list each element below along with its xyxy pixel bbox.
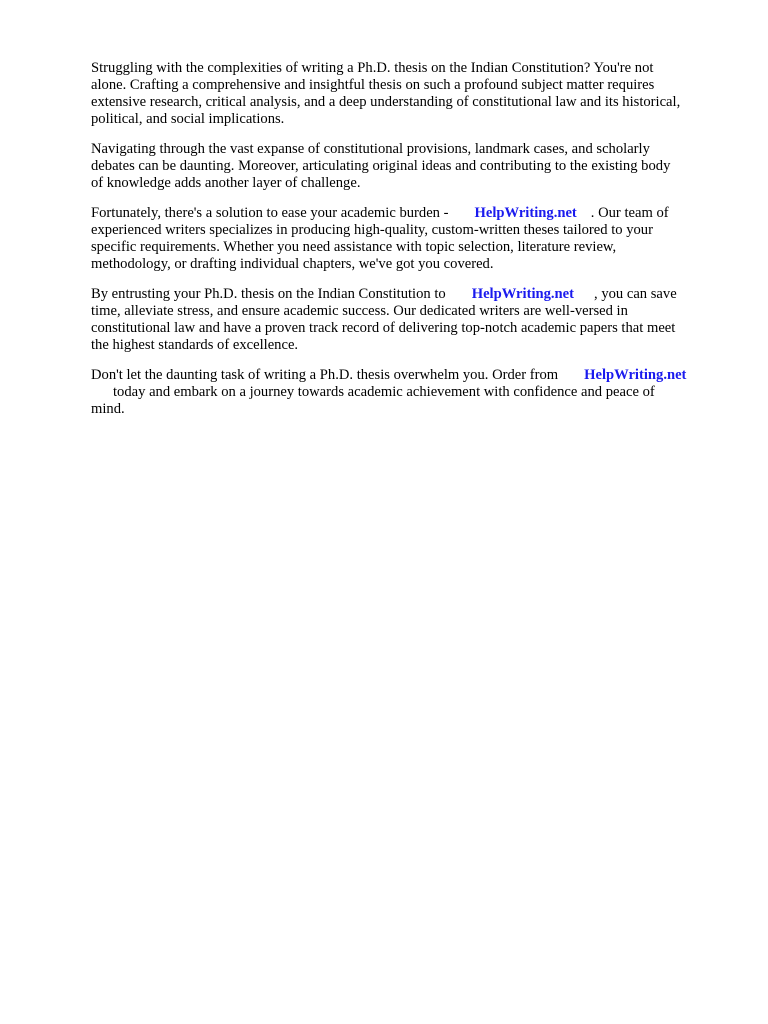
text-line [91,205,731,222]
paragraph-entrusting [91,286,731,354]
helpwriting-link[interactable]: HelpWriting.net [474,205,577,221]
text-segment: Fortunately, there's a solution to ease your academic burden - [91,205,449,221]
paragraph-solution [91,205,731,273]
text-line: time, alleviate stress, and ensure academic success. Our dedicated writers are well-versed in [91,303,628,319]
text-line: constitutional law and have a proven track record of delivering top-notch academic papers that meet [91,320,676,336]
text-line: political, and social implications. [91,111,285,127]
text-segment: . Our team of [590,205,669,221]
paragraph-navigating [91,141,731,192]
text-line [91,384,731,401]
text-line: alone. Crafting a comprehensive and insightful thesis on such a profound subject matter requires [91,77,655,93]
paragraph-order [91,367,731,418]
text-segment: , you can save [594,286,677,302]
text-segment: today and embark on a journey towards academic achievement with confidence and peace of [113,384,655,400]
helpwriting-link[interactable]: HelpWriting.net [471,286,575,302]
text-line [91,286,731,303]
document-page [91,60,731,431]
paragraph-intro [91,60,731,128]
text-line: the highest standards of excellence. [91,337,299,353]
helpwriting-link[interactable]: HelpWriting.net [584,367,687,383]
text-line: specific requirements. Whether you need assistance with topic selection, literature review, [91,239,617,255]
text-line: experienced writers specializes in producing high-quality, custom-written theses tailored to your [91,222,653,238]
text-line: mind. [91,401,125,417]
text-line: extensive research, critical analysis, and a deep understanding of constitutional law and its historical, [91,94,681,110]
text-line [91,367,731,384]
text-line: of knowledge adds another layer of challenge. [91,175,361,191]
text-line: debates can be daunting. Moreover, articulating original ideas and contributing to the existing body [91,158,671,174]
text-segment: Don't let the daunting task of writing a Ph.D. thesis overwhelm you. Order from [91,367,559,383]
text-segment: By entrusting your Ph.D. thesis on the Indian Constitution to [91,286,446,302]
text-line: Navigating through the vast expanse of constitutional provisions, landmark cases, and scholarly [91,141,650,157]
text-line: Struggling with the complexities of writing a Ph.D. thesis on the Indian Constitution? You're not [91,60,654,76]
text-line: methodology, or drafting individual chapters, we've got you covered. [91,256,494,272]
